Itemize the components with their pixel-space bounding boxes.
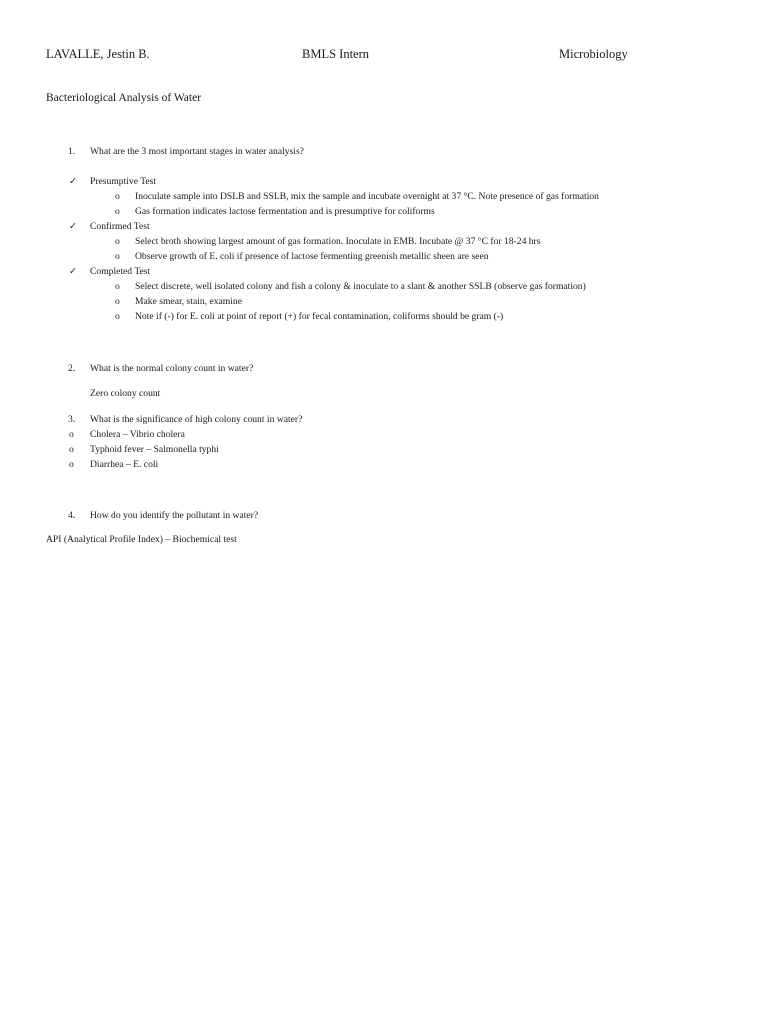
stage-completed-point-1: Select discrete, well isolated colony and fish a colony & inoculate to a slant & another SSLB (observe gas formation) (135, 281, 586, 292)
stage-confirmed-name: Confirmed Test (90, 221, 150, 232)
q4-answer: API (Analytical Profile Index) – Biochemical test (46, 534, 237, 545)
check-icon: ✓ (69, 221, 78, 232)
bullet-icon: o (115, 206, 120, 217)
q2-question: What is the normal colony count in water? (90, 363, 254, 374)
bullet-icon: o (115, 251, 120, 262)
q3-question: What is the significance of high colony count in water? (90, 414, 303, 425)
stage-completed-name: Completed Test (90, 266, 151, 277)
q2-answer: Zero colony count (90, 388, 161, 399)
stage-confirmed-point-1: Select broth showing largest amount of gas formation. Inoculate in EMB. Incubate @ 37 °C for 18-24 hrs (135, 236, 541, 247)
stage-completed-point-3: Note if (-) for E. coli at point of report (+) for fecal contamination, coliforms should be gram (-) (135, 311, 504, 322)
q3-number: 3. (68, 414, 76, 425)
stage-completed-point-2: Make smear, stain, examine (135, 296, 242, 307)
q3-item-2: Typhoid fever – Salmonella typhi (90, 444, 219, 455)
stage-presumptive-point-2: Gas formation indicates lactose fermentation and is presumptive for coliforms (135, 206, 435, 217)
stage-presumptive-name: Presumptive Test (90, 176, 157, 187)
q2-number: 2. (68, 363, 76, 374)
bullet-icon: o (115, 311, 120, 322)
header-subject: Microbiology (559, 47, 628, 61)
stage-presumptive-point-1: Inoculate sample into DSLB and SSLB, mix the sample and incubate overnight at 37 °C. Note presence of gas formation (135, 191, 599, 202)
q3-item-1: Cholera – Vibrio cholera (90, 429, 185, 440)
check-icon: ✓ (69, 176, 78, 187)
bullet-icon: o (115, 236, 120, 247)
q1-number: 1. (68, 146, 76, 157)
q4-number: 4. (68, 510, 76, 521)
bullet-icon: o (115, 281, 120, 292)
bullet-icon: o (69, 429, 74, 440)
q3-item-3: Diarrhea – E. coli (90, 459, 159, 470)
q1-question: What are the 3 most important stages in water analysis? (90, 146, 304, 157)
q4-question: How do you identify the pollutant in water? (90, 510, 259, 521)
stage-confirmed-point-2: Observe growth of E. coli if presence of lactose fermenting greenish metallic sheen are seen (135, 251, 489, 262)
bullet-icon: o (69, 459, 74, 470)
bullet-icon: o (115, 296, 120, 307)
header-role: BMLS Intern (302, 47, 370, 61)
check-icon: ✓ (69, 266, 78, 277)
document-title: Bacteriological Analysis of Water (46, 92, 202, 104)
bullet-icon: o (115, 191, 120, 202)
header-name: LAVALLE, Jestin B. (46, 47, 150, 61)
bullet-icon: o (69, 444, 74, 455)
